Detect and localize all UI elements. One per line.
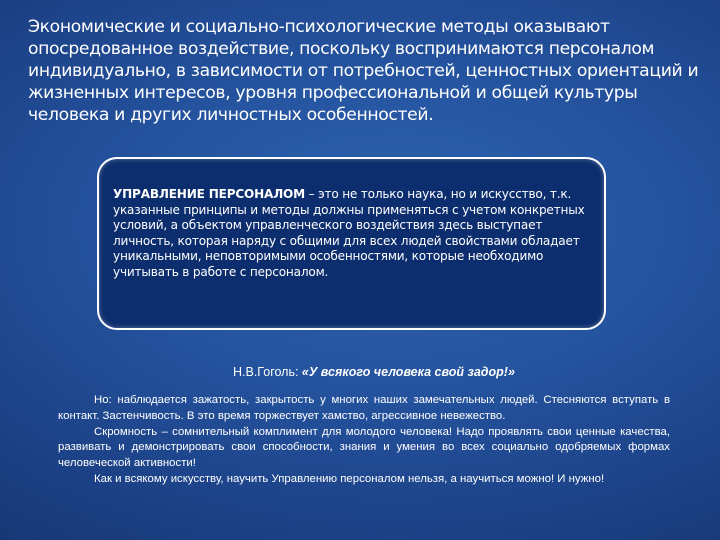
closing-paragraph-3: Как и всякому искусству, научить Управлению персоналом нельзя, а научиться можно! И нужно! [94, 472, 605, 485]
quote-author: Н.В.Гоголь: [233, 365, 302, 379]
callout-body: – это не только наука, но и искусство, т.к. указанные принципы и методы должны применяться с учетом конкретных условий, а объектом управленческого воздействия здесь выступает личность, которая наряду с общими для всех людей свойствами обладает уникальными, неповторимыми особенностями, которые необходимо учитывать в работе с персоналом. [113, 187, 585, 279]
callout-paragraph [113, 187, 591, 281]
intro-paragraph: Экономические и социально-психологические методы оказывают опосредованное воздействие, поскольку воспринимаются персоналом индивидуально, в зависимости от потребностей, ценностных ориентаций и жизненных интересов, уровня профессиональной и общей культуры человека и других личностных особенностей. [28, 17, 699, 125]
quote-line [233, 365, 515, 379]
closing-paragraph-1: Но: наблюдается зажатость, закрытость у многих наших замечательных людей. Стесняются вступать в контакт. Застенчивость. В это время торжествует хамство, агрессивное невежество. [58, 394, 670, 422]
quote-text: «У всякого человека свой задор!» [301, 365, 515, 379]
closing-text [58, 393, 670, 488]
closing-paragraph-2: Скромность – сомнительный комплимент для молодого человека! Надо проявлять свои ценные качества, развивать и демонстрировать свои способности, знания и умения во всех социально одобряемых формах человеческой активности! [58, 425, 670, 470]
definition-callout [97, 157, 606, 330]
callout-term: УПРАВЛЕНИЕ ПЕРСОНАЛОМ [113, 187, 305, 201]
